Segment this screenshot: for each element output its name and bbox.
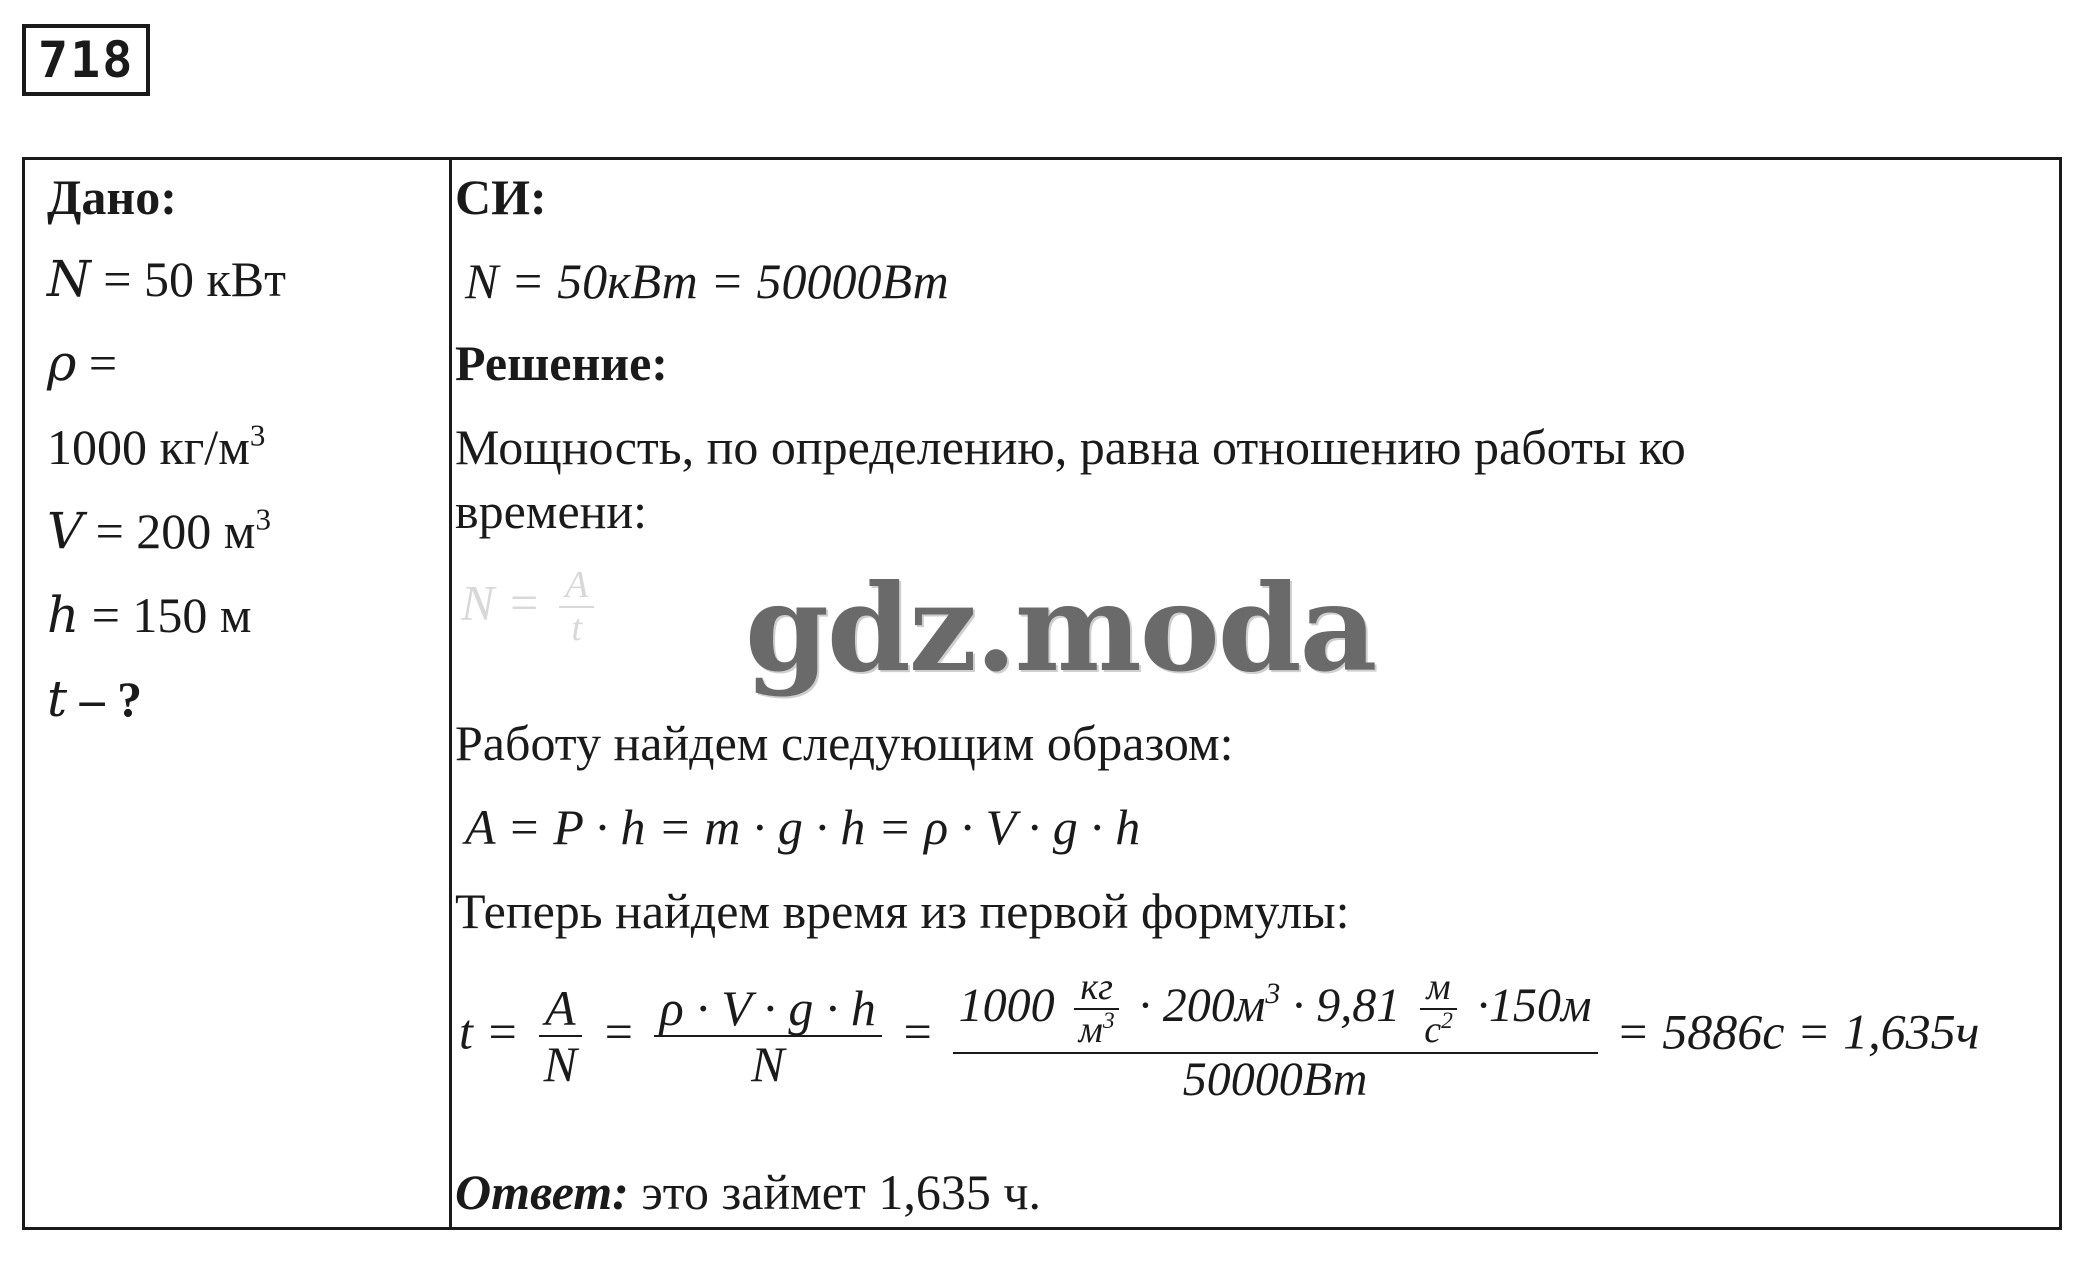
answer-text: это займет 1,635 ч. — [628, 1164, 1041, 1220]
given-volume-value: = 200 м — [83, 503, 256, 559]
column-divider — [449, 160, 452, 1227]
watermark: gdz.moda — [745, 558, 1376, 699]
equals-1: = — [601, 1003, 636, 1060]
time-fraction-3-num — [953, 968, 1598, 1054]
given-density-eq: = — [76, 335, 118, 391]
problem-number: 718 — [22, 24, 150, 96]
given-density-symbol: ρ — [47, 334, 77, 392]
given-volume — [47, 502, 271, 560]
time-fraction-1-num: A — [539, 982, 582, 1037]
answer-label: Ответ: — [455, 1164, 629, 1220]
given-height-value: = 150 м — [79, 587, 252, 643]
solution-text-1b: времени: — [455, 483, 648, 539]
given-unknown — [47, 670, 142, 728]
given-height — [47, 586, 252, 644]
power-formula-den: t — [571, 606, 582, 649]
given-density — [47, 334, 117, 392]
time-fraction-1-den: N — [543, 1035, 577, 1092]
num-200m3: · $200м^3$ — [1138, 977, 1281, 1032]
kg-per-m3-fraction — [1073, 968, 1121, 1052]
answer — [455, 1163, 1041, 1221]
s2-label: $с^2$ — [1424, 1007, 1453, 1051]
given-unknown-mark: – ? — [67, 671, 143, 727]
power-formula-left: N = — [461, 574, 541, 631]
given-height-symbol: h — [47, 586, 80, 644]
given-density-number: 1000 кг/м — [47, 419, 250, 475]
power-formula-fraction — [559, 566, 594, 650]
solution-header: Решение: — [455, 335, 668, 391]
given-volume-symbol: V — [47, 502, 84, 560]
solution-text-3: Теперь найдем время из первой формулы: — [455, 883, 1350, 939]
num-1000: 1000 — [958, 978, 1055, 1032]
given-unknown-symbol: t — [47, 670, 68, 728]
time-fraction-1 — [538, 982, 583, 1092]
num-150m: ·150м — [1476, 978, 1592, 1032]
si-header: СИ: — [455, 169, 547, 225]
si-formula: N = 50кВт = 50000Вт — [465, 253, 949, 309]
given-power-symbol: N — [47, 250, 91, 308]
time-fraction-2-num: ρ · V · g · h — [654, 982, 882, 1037]
m-per-s2-fraction — [1418, 968, 1459, 1052]
time-fraction-3-den: 50000Вт — [1182, 1052, 1368, 1106]
work-formula: A = P · h = m · g · h = ρ · V · g · h — [465, 799, 1141, 855]
time-formula-t: t = — [459, 1003, 520, 1060]
power-formula — [461, 566, 600, 650]
given-power-value: = 50 кВт — [90, 251, 286, 307]
time-fraction-2-den: N — [751, 1035, 785, 1092]
given-header: Дано: — [47, 169, 177, 225]
time-formula — [459, 968, 1980, 1106]
num-981: · 9,81 — [1292, 978, 1401, 1032]
given-volume-sup: 3 — [255, 501, 271, 537]
kg-label: кг — [1074, 968, 1119, 1010]
power-formula-num: A — [559, 566, 594, 608]
given-density-value — [47, 418, 265, 476]
m-label: м — [1420, 968, 1456, 1010]
given-density-sup: 3 — [249, 417, 266, 453]
given-power — [47, 250, 286, 308]
time-fraction-3 — [953, 968, 1598, 1106]
time-result: = 5886с = 1,635ч — [1616, 1003, 1980, 1060]
m3-label: $м^3$ — [1078, 1007, 1115, 1051]
equals-2: = — [900, 1003, 935, 1060]
time-fraction-2 — [654, 982, 882, 1092]
solution-text-1: Мощность, по определению, равна отношению работы ко — [455, 419, 1686, 475]
solution-text-2: Работу найдем следующим образом: — [455, 715, 1234, 771]
